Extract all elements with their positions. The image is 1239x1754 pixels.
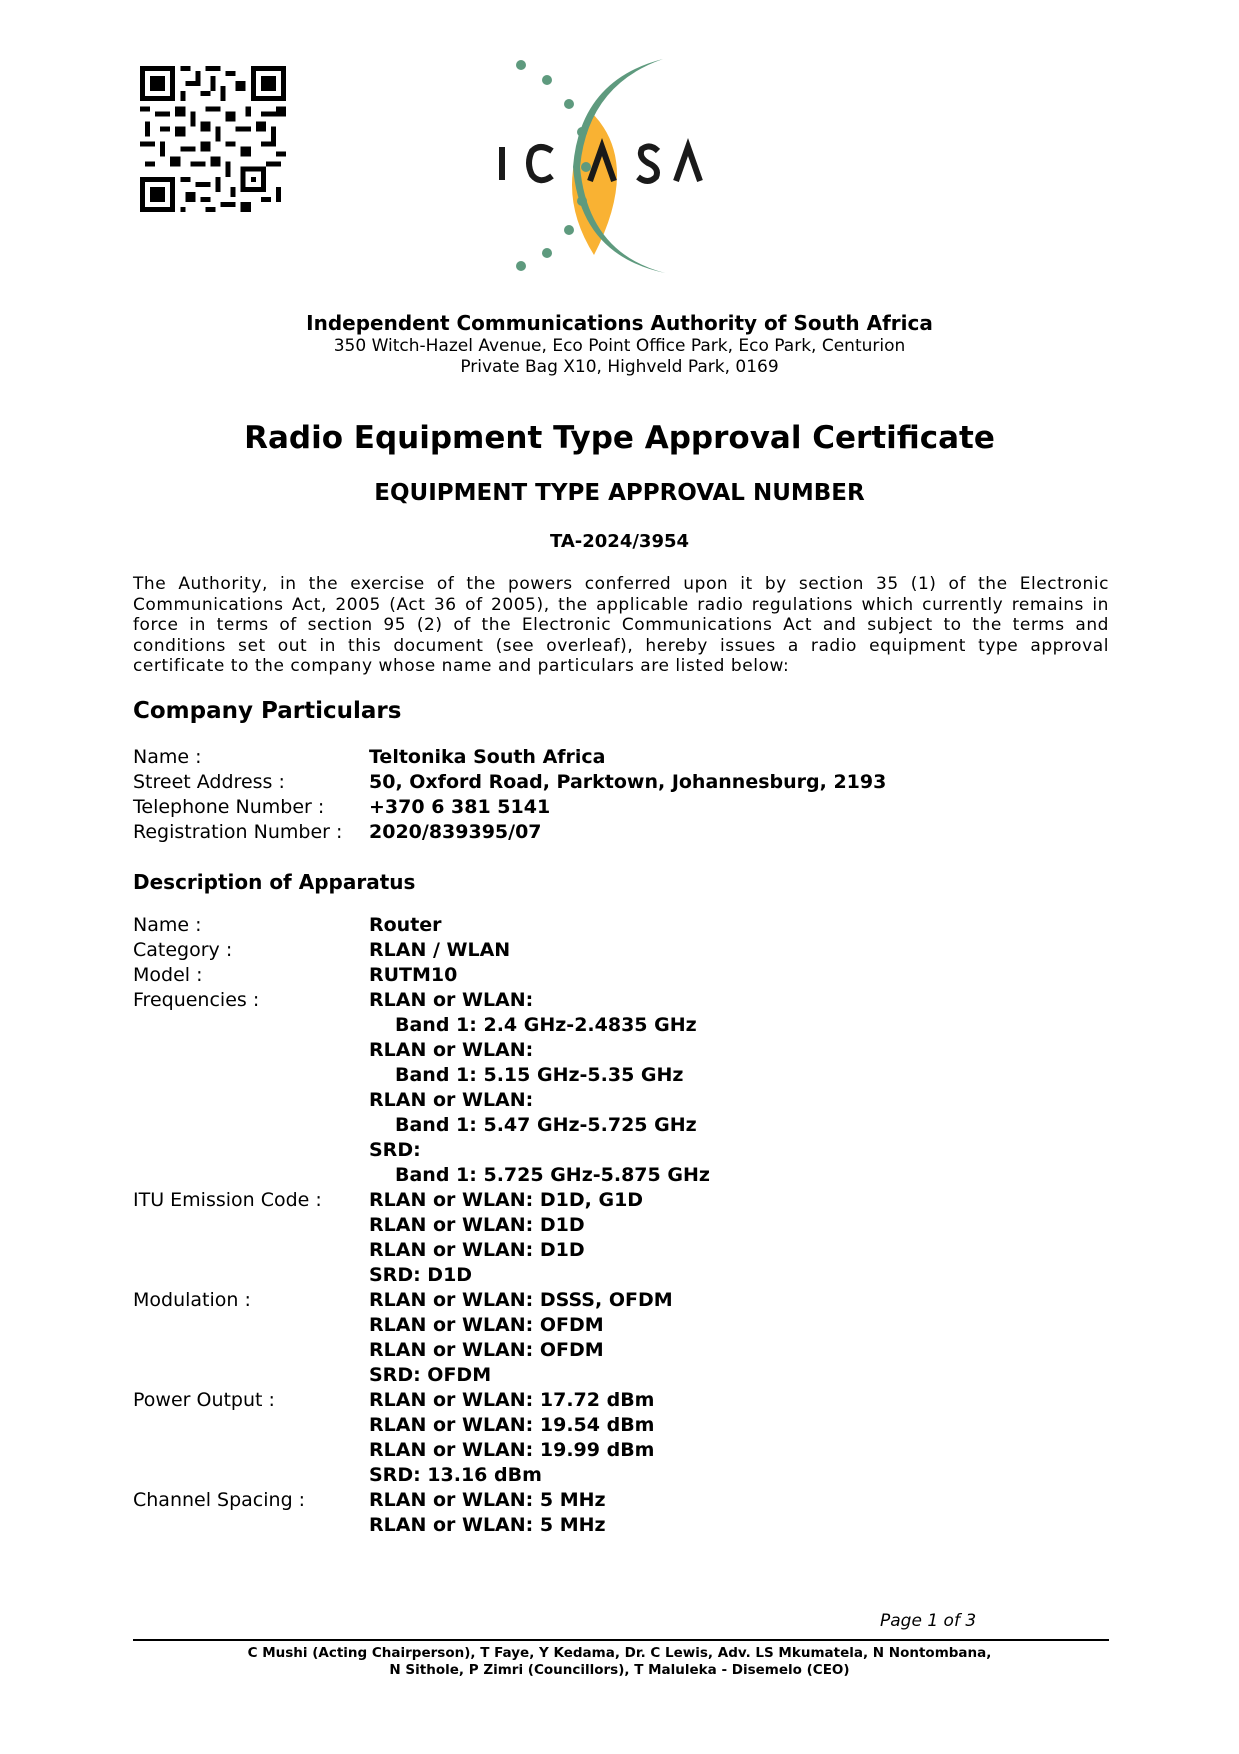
field-label: Registration Number : bbox=[133, 821, 343, 843]
emission-code: RLAN or WLAN: D1D bbox=[369, 1214, 585, 1236]
certificate-title: Radio Equipment Type Approval Certificate bbox=[244, 420, 995, 456]
field-label: Power Output : bbox=[133, 1389, 275, 1411]
frequency-band: Band 1: 5.725 GHz-5.875 GHz bbox=[395, 1164, 710, 1186]
apparatus-model-row bbox=[133, 963, 710, 988]
emission-code-list bbox=[369, 1188, 643, 1288]
frequency-band: Band 1: 5.47 GHz-5.725 GHz bbox=[395, 1114, 697, 1136]
company-address-row bbox=[133, 770, 886, 795]
field-label: Name : bbox=[133, 914, 202, 936]
apparatus-description bbox=[133, 913, 710, 1538]
page-number: Page 1 of 3 bbox=[880, 1611, 977, 1631]
power-output-list bbox=[369, 1388, 654, 1488]
intro-paragraph: The Authority, in the exercise of the powers conferred upon it by section 35 (1) of the Electronic Communications Act, 2005 (Act 36 of 2005), the applicable radio regulations which currently remains in force in terms of section 95 (2) of the Electronic Communications Act and subject to the terms and conditions set out in this document (see overleaf), hereby issues a radio equipment type approval certificate to the company whose name and particulars are listed below: bbox=[133, 574, 1109, 676]
frequency-type: RLAN or WLAN: bbox=[369, 1089, 534, 1111]
frequencies-row bbox=[133, 988, 710, 1188]
approval-number-heading: EQUIPMENT TYPE APPROVAL NUMBER bbox=[374, 480, 865, 506]
apparatus-category: RLAN / WLAN bbox=[369, 939, 511, 961]
company-name: Teltonika South Africa bbox=[369, 746, 606, 768]
apparatus-heading: Description of Apparatus bbox=[133, 870, 416, 894]
emission-code: RLAN or WLAN: D1D, G1D bbox=[369, 1189, 644, 1211]
emission-code: SRD: D1D bbox=[369, 1264, 473, 1286]
frequency-type: SRD: bbox=[369, 1139, 421, 1161]
footer-divider bbox=[133, 1639, 1109, 1641]
frequency-type: RLAN or WLAN: bbox=[369, 1039, 534, 1061]
company-phone: +370 6 381 5141 bbox=[369, 796, 551, 818]
company-address: 50, Oxford Road, Parktown, Johannesburg, 2193 bbox=[369, 771, 887, 793]
modulation-value: SRD: OFDM bbox=[369, 1364, 492, 1386]
company-particulars bbox=[133, 745, 886, 845]
power-output-row bbox=[133, 1388, 710, 1488]
frequency-band: Band 1: 2.4 GHz-2.4835 GHz bbox=[395, 1014, 697, 1036]
footer-councillors-line-1: C Mushi (Acting Chairperson), T Faye, Y Kedama, Dr. C Lewis, Adv. LS Mkumatela, N Nontombana, bbox=[247, 1645, 992, 1661]
channel-spacing-value: RLAN or WLAN: 5 MHz bbox=[369, 1514, 606, 1536]
modulation-value: RLAN or WLAN: DSSS, OFDM bbox=[369, 1289, 673, 1311]
apparatus-model: RUTM10 bbox=[369, 964, 458, 986]
field-label: Modulation : bbox=[133, 1289, 251, 1311]
icasa-logo bbox=[490, 55, 750, 280]
power-output-value: SRD: 13.16 dBm bbox=[369, 1464, 542, 1486]
org-address-line-1: 350 Witch-Hazel Avenue, Eco Point Office Park, Eco Park, Centurion bbox=[333, 336, 906, 356]
frequency-type: RLAN or WLAN: bbox=[369, 989, 534, 1011]
field-label: ITU Emission Code : bbox=[133, 1189, 322, 1211]
company-registration-row bbox=[133, 820, 886, 845]
channel-spacing-list bbox=[369, 1488, 606, 1538]
modulation-value: RLAN or WLAN: OFDM bbox=[369, 1314, 604, 1336]
frequency-band: Band 1: 5.15 GHz-5.35 GHz bbox=[395, 1064, 684, 1086]
org-name: Independent Communications Authority of South Africa bbox=[306, 311, 933, 335]
field-label: Name : bbox=[133, 746, 202, 768]
power-output-value: RLAN or WLAN: 19.54 dBm bbox=[369, 1414, 655, 1436]
field-label: Frequencies : bbox=[133, 989, 260, 1011]
apparatus-name-row bbox=[133, 913, 710, 938]
footer-councillors-line-2: N Sithole, P Zimri (Councillors), T Maluleka - Disemelo (CEO) bbox=[389, 1662, 850, 1678]
approval-number: TA-2024/3954 bbox=[549, 531, 690, 552]
apparatus-name: Router bbox=[369, 914, 442, 936]
power-output-value: RLAN or WLAN: 17.72 dBm bbox=[369, 1389, 655, 1411]
company-phone-row bbox=[133, 795, 886, 820]
company-particulars-heading: Company Particulars bbox=[133, 698, 402, 724]
org-address-line-2: Private Bag X10, Highveld Park, 0169 bbox=[460, 357, 779, 377]
field-label: Channel Spacing : bbox=[133, 1489, 306, 1511]
channel-spacing-value: RLAN or WLAN: 5 MHz bbox=[369, 1489, 606, 1511]
company-name-row bbox=[133, 745, 886, 770]
modulation-list bbox=[369, 1288, 673, 1388]
channel-spacing-row bbox=[133, 1488, 710, 1538]
emission-code-row bbox=[133, 1188, 710, 1288]
modulation-value: RLAN or WLAN: OFDM bbox=[369, 1339, 604, 1361]
apparatus-category-row bbox=[133, 938, 710, 963]
power-output-value: RLAN or WLAN: 19.99 dBm bbox=[369, 1439, 655, 1461]
field-label: Category : bbox=[133, 939, 233, 961]
frequencies-list bbox=[369, 988, 710, 1188]
field-label: Street Address : bbox=[133, 771, 285, 793]
field-label: Telephone Number : bbox=[133, 796, 325, 818]
company-registration: 2020/839395/07 bbox=[369, 821, 542, 843]
qr-code bbox=[140, 66, 286, 212]
field-label: Model : bbox=[133, 964, 203, 986]
emission-code: RLAN or WLAN: D1D bbox=[369, 1239, 585, 1261]
modulation-row bbox=[133, 1288, 710, 1388]
